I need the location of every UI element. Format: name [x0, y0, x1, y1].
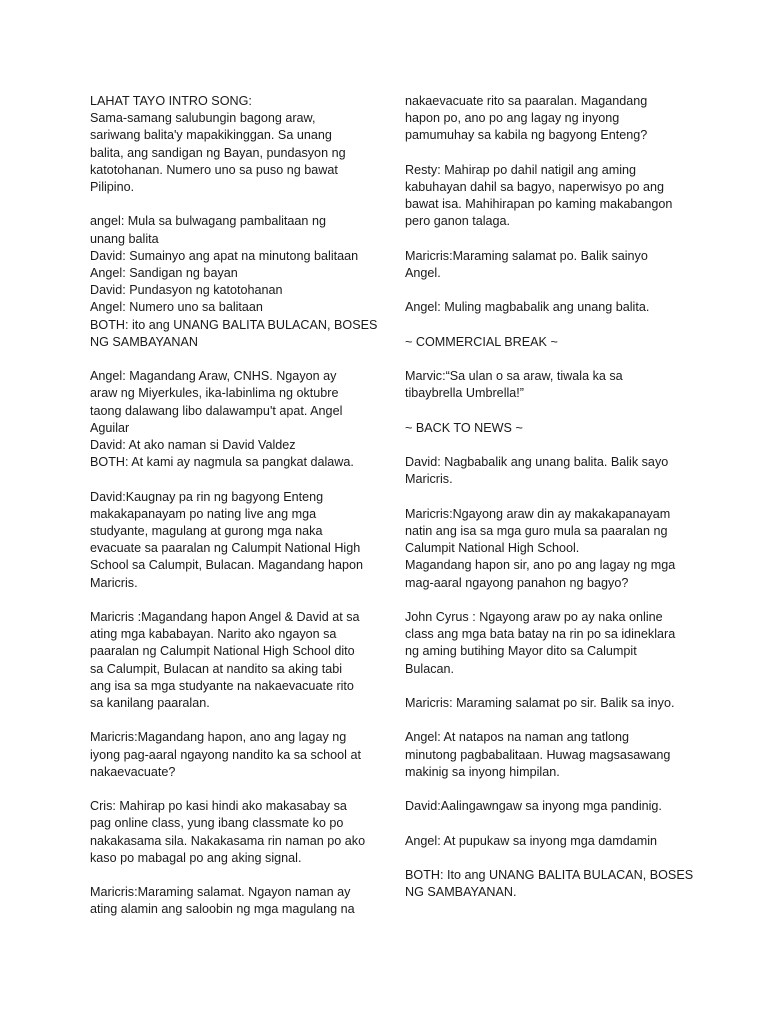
david-report-paragraph: David:Kaugnay pa rin ng bagyong Enteng makakapanayam po nating live ang mga studyante, magulang at gurong mga naka evacuate sa paaralan ng Calumpit National High School sa Calumpit, Bulacan. Magandang hapon Maricris. [90, 489, 364, 590]
commercial-break-paragraph: ~ COMMERCIAL BREAK ~ [405, 334, 558, 349]
maricris-parents-paragraph: Maricris:Maraming salamat. Ngayon naman ay ating alamin ang saloobin ng mga magulang na [90, 885, 355, 917]
angel-closing-paragraph: Angel: At natapos na naman ang tatlong minutong pagbabalitaan. Huwag magsasawang makinig sa inyong himpilan. [405, 730, 671, 779]
maricris-thanks-paragraph: Maricris:Maraming salamat po. Balik sainyo Angel. [405, 248, 648, 280]
right-column [405, 93, 695, 901]
maricris-question-paragraph: Maricris:Magandang hapon, ano ang lagay ng iyong pag-aaral ngayong nandito ka sa school at nakaevacuate? [90, 730, 361, 779]
both-closing-paragraph: BOTH: Ito ang UNANG BALITA BULACAN, BOSES NG SAMBAYANAN. [405, 867, 694, 900]
greeting-paragraph: Angel: Magandang Araw, CNHS. Ngayon ay araw ng Miyerkules, ika-labinlima ng oktubre taong dalawang libo dalawampu't apat. Angel Aguilar David: At ako naman si David Valdez BOTH: At kami ay nagmula sa pangkat dalawa. [90, 369, 354, 470]
cris-answer-paragraph: Cris: Mahirap po kasi hindi ako makasabay sa pag online class, yung ibang classmate ko po nakakasama sila. Nakakasama rin naman po ako kaso po mabagal po ang aking signal. [90, 799, 366, 865]
maricris-intro-paragraph: Maricris :Magandang hapon Angel & David at sa ating mga kababayan. Narito ako ngayon sa paaralan ng Calumpit National High School dito sa Calumpit, Bulacan at nandito sa aking tabi ang isa sa mga studyante na nakaevacuate rito sa kanilang paaralan. [90, 610, 360, 711]
opening-dialogue-paragraph: angel: Mula sa bulwagang pambalitaan ng unang balita David: Sumainyo ang apat na minutong balitaan Angel: Sandigan ng bayan David: Pundasyon ng katotohanan Angel: Numero uno sa balitaan BOTH: ito ang UNANG BALITA BULACAN, BOSES NG SAMBAYANAN [90, 214, 378, 349]
angel-return-paragraph: Angel: Muling magbabalik ang unang balita. [405, 300, 650, 315]
david-closing-paragraph: David:Aalingawngaw sa inyong mga pandinig. [405, 799, 662, 814]
maricris-sir-thanks-paragraph: Maricris: Maraming salamat po sir. Balik sa inyo. [405, 695, 675, 710]
john-cyrus-answer-paragraph: John Cyrus : Ngayong araw po ay naka online class ang mga bata batay na rin po sa idineklara ng aming butihing Mayor dito sa Calumpit Bulacan. [405, 609, 676, 676]
angel-final-paragraph: Angel: At pupukaw sa inyong mga damdamin [405, 833, 658, 848]
parents-question-paragraph: nakaevacuate rito sa paaralan. Magandang hapon po, ano po ang lagay ng inyong pamumuhay sa kabila ng bagyong Enteng? [405, 94, 648, 143]
resty-answer-paragraph: Resty: Mahirap po dahil natigil ang aming kabuhayan dahil sa bagyo, naperwisyo po ang bawat isa. Mahihirapan po kaming makabangon pero ganon talaga. [405, 162, 673, 229]
maricris-teacher-paragraph: Maricris:Ngayong araw din ay makakapanayam natin ang isa sa mga guro mula sa paaralan ng Calumpit National High School. Magandang hapon sir, ano po ang lagay ng mga mag-aaral ngayong panahon ng bagyo? [405, 506, 676, 590]
left-column [90, 93, 380, 919]
marvic-commercial-paragraph: Marvic:“Sa ulan o sa araw, tiwala ka sa tibaybrella Umbrella!” [405, 369, 623, 401]
david-return-paragraph: David: Nagbabalik ang unang balita. Balik sayo Maricris. [405, 455, 669, 487]
intro-song-paragraph: LAHAT TAYO INTRO SONG: Sama-samang salubungin bagong araw, sariwang balita'y mapakikinggan. Sa unang balita, ang sandigan ng Bayan, pundasyon ng katotohanan. Numero uno sa puso ng bawat Pilipino. [90, 94, 346, 195]
back-to-news-paragraph: ~ BACK TO NEWS ~ [405, 420, 523, 435]
